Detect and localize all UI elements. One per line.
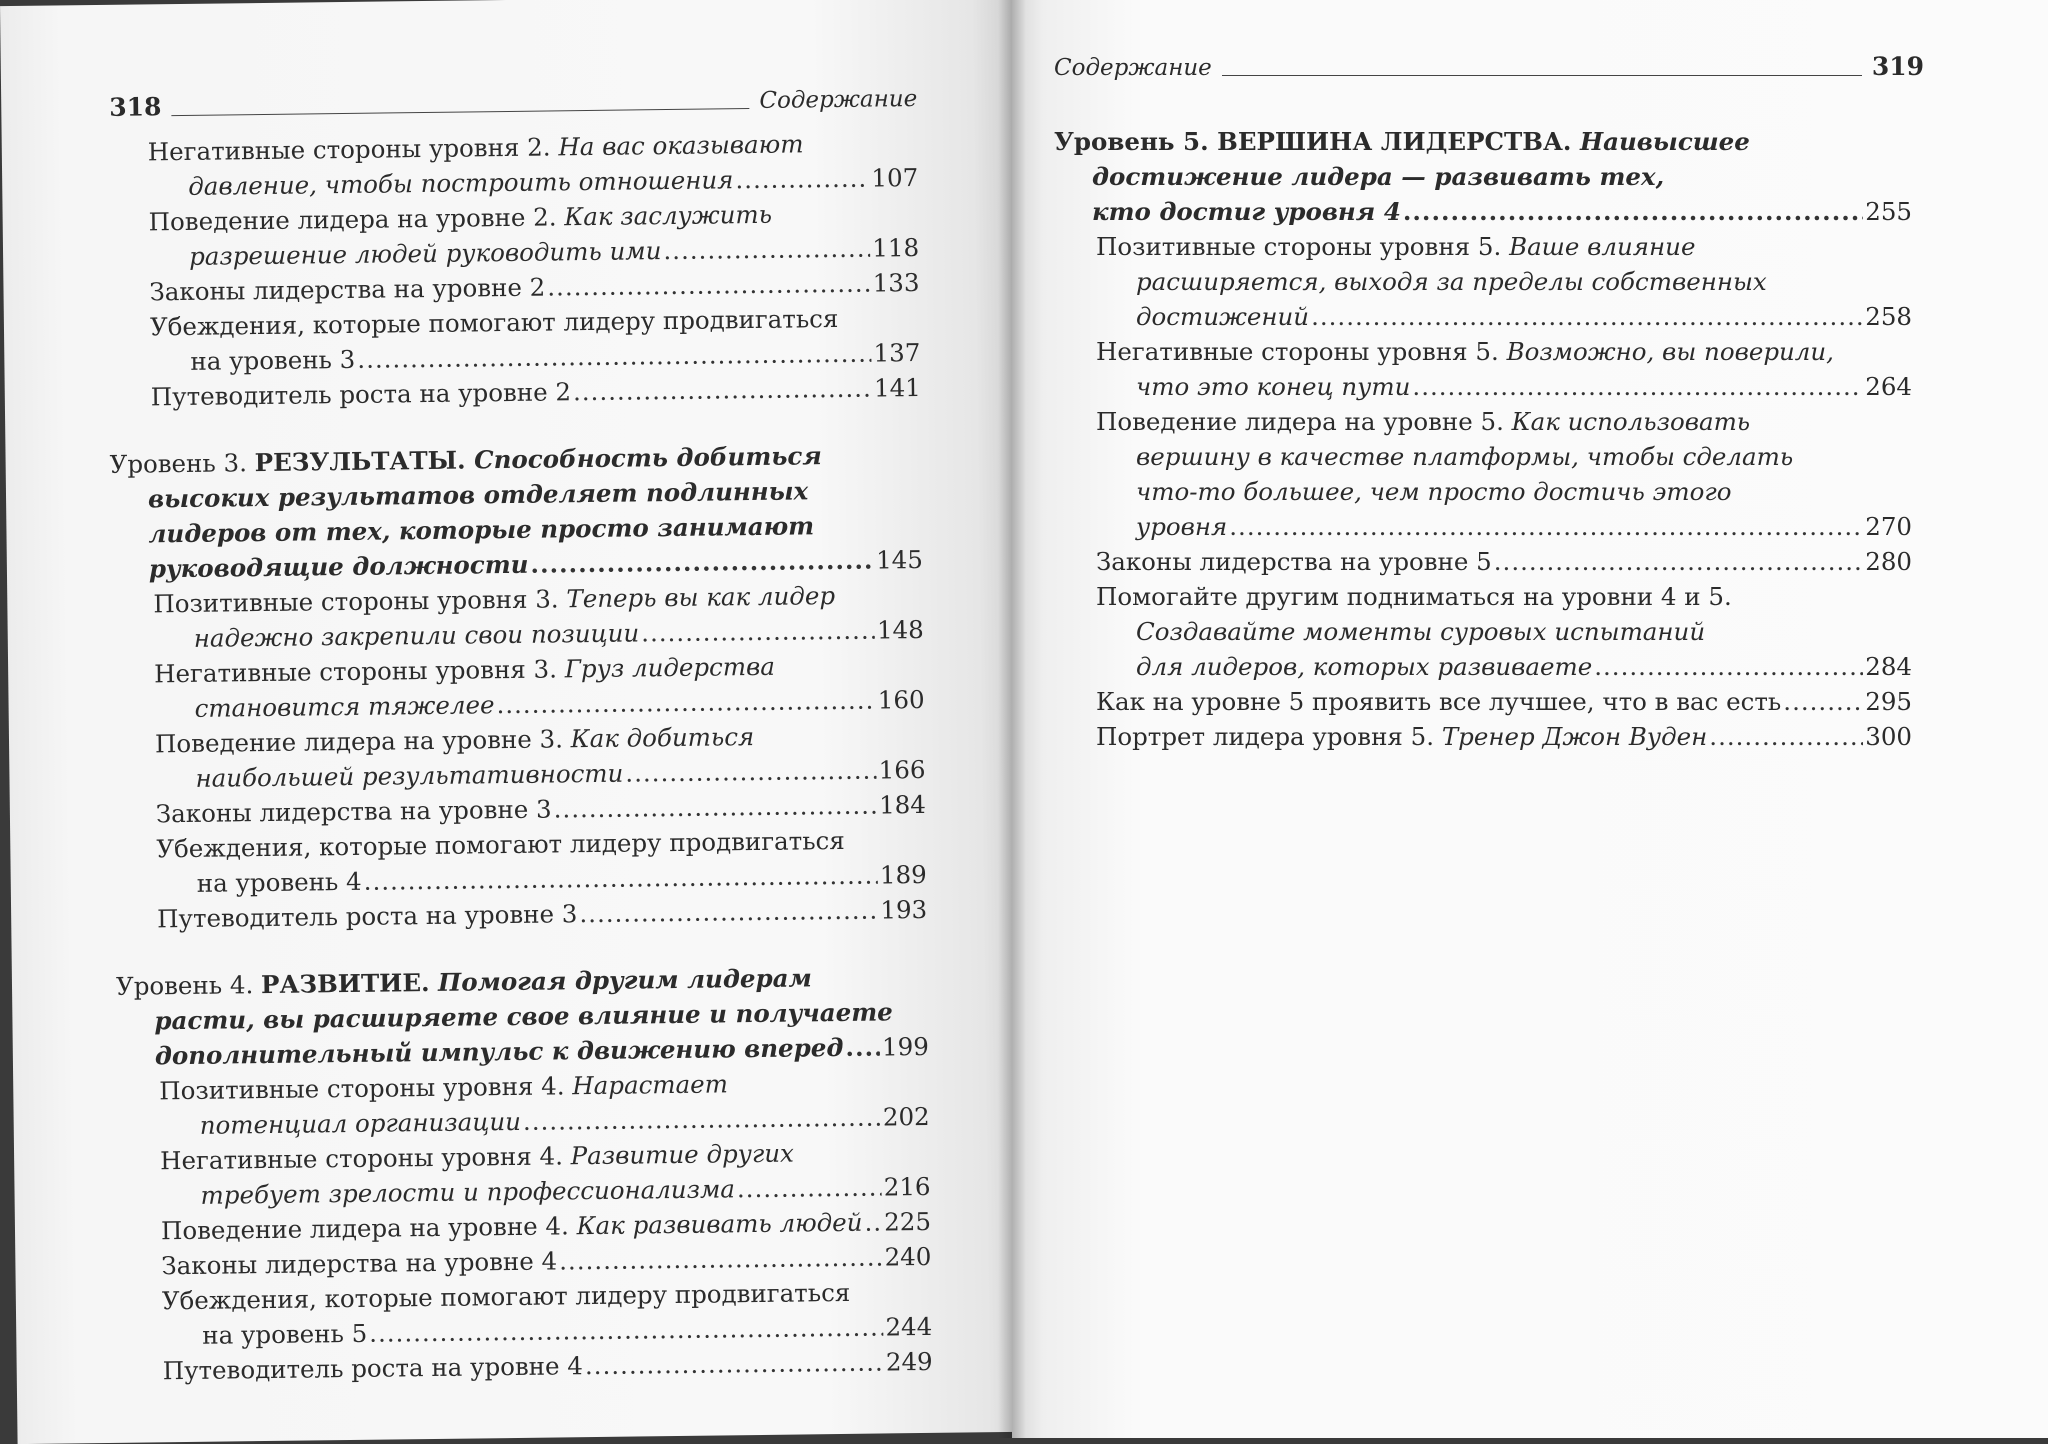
toc-entry [114,822,927,902]
toc-line [1096,334,1912,369]
toc-level-heading [1054,124,1912,229]
entry-text: Негативные стороны уровня 3. [154,654,565,689]
toc-entry [106,195,919,275]
entry-subtitle: Ваше влияние [1509,232,1696,261]
dot-leader [553,788,877,827]
entry-page-number: 118 [872,232,920,263]
dot-leader [579,893,878,932]
level-title: РЕЗУЛЬТАТЫ. [254,445,475,478]
entry-page-number: 148 [876,614,924,645]
entry-subtitle: уровня [1136,512,1228,541]
entry-text: Портрет лидера уровня 5. [1096,722,1442,751]
entry-subtitle: расти, вы расширяете свое влияние и получаете [154,997,893,1036]
entry-subtitle: дополнительный импульс к движению вперед [154,1032,844,1071]
dot-leader [1594,649,1863,684]
entry-page-number: 225 [884,1206,932,1237]
toc-entry [120,1274,933,1354]
entry-page-number: 133 [872,267,920,298]
toc-level-heading [116,959,929,1074]
toc-entry [117,1064,930,1144]
entry-text: на уровень 3 [190,344,356,376]
toc-entry [1054,404,1912,544]
toc-line [1096,439,1912,474]
toc-entry [108,300,921,380]
entry-subtitle: Создавайте моменты суровых испытаний [1136,617,1706,646]
toc-line [1096,369,1912,404]
dot-leader [845,1030,880,1065]
entry-text: Негативные стороны уровня 2. [147,132,559,167]
running-head-title: Содержание [1054,55,1212,81]
entry-text: Убеждения, которые помогают лидеру продвигаться [161,1277,851,1316]
toc-entry [1054,579,1912,684]
toc-line [1096,404,1912,439]
toc-entry [113,717,926,797]
entry-text: Негативные стороны уровня 5. [1096,337,1507,366]
entry-text: Позитивные стороны уровня 3. [153,584,567,619]
toc-line [1096,719,1912,754]
entry-text: Законы лидерства на уровне 3 [155,794,552,829]
dot-leader [1311,299,1863,334]
entry-text: Как на уровне 5 проявить все лучшее, что в вас есть [1096,687,1782,716]
entry-subtitle: Возможно, вы поверили, [1506,337,1834,366]
entry-text: Позитивные стороны уровня 4. [159,1071,573,1106]
dot-leader [585,1344,884,1383]
entry-text: Негативные стороны уровня 4. [159,1141,571,1176]
entry-page-number: 280 [1865,547,1912,576]
toc-entry [112,647,925,727]
entry-subtitle: Развитие других [570,1138,795,1171]
entry-page-number: 249 [885,1346,933,1377]
entry-subtitle: расширяется, выходя за пределы собственных [1136,267,1767,296]
page-number: 319 [1871,52,1924,81]
toc-line [1096,614,1912,649]
entry-text: Убеждения, которые помогают лидеру продвигаться [156,825,845,864]
entry-subtitle: высоких результатов отделяет подлинных [147,476,809,514]
toc-entry [1054,684,1912,719]
entry-page-number: 189 [879,859,927,890]
entry-subtitle: кто достиг уровня 4 [1092,197,1401,226]
entry-subtitle: Как использовать [1511,407,1751,436]
running-head-title: Содержание [759,85,918,114]
entry-subtitle: Груз лидерства [564,651,776,684]
book-gutter [998,0,1026,1438]
dot-leader [1403,194,1863,229]
entry-text: Поведение лидера на уровне 2. [148,202,565,237]
entry-subtitle: Тренер Джон Вуден [1441,722,1708,751]
entry-page-number: 193 [880,894,928,925]
entry-page-number: 240 [884,1241,932,1272]
entry-page-number: 184 [878,789,927,820]
dot-leader [625,753,877,791]
header-rule [172,108,750,116]
running-head-right [1054,52,1924,81]
toc-level-heading [109,437,923,587]
entry-page-number: 255 [1865,197,1912,226]
entry-text: Позитивные стороны уровня 5. [1096,232,1510,261]
entry-subtitle: разрешение людей руководить ими [188,236,662,271]
entry-subtitle: наибольшей результативности [195,758,624,793]
dot-leader [641,613,875,651]
entry-page-number: 295 [1865,687,1912,716]
dot-leader [1412,369,1863,404]
entry-text: Законы лидерства на уровне 2 [149,272,546,307]
entry-subtitle: достижений [1136,302,1310,331]
entry-text: Поведение лидера на уровне 3. [154,724,571,759]
dot-leader [523,1100,881,1139]
toc-line [1096,649,1912,684]
entry-subtitle: надежно закрепили свои позиции [193,618,640,653]
toc-line [1096,544,1912,579]
entry-page-number: 300 [1865,722,1912,751]
entry-text: Поведение лидера на уровне 4. [160,1211,577,1246]
toc-line [1096,264,1912,299]
entry-page-number: 160 [877,684,925,715]
dot-leader [547,266,871,305]
entry-subtitle: Теперь вы как лидер [566,581,836,614]
dot-leader [1229,509,1863,544]
entry-subtitle: Наивысшее [1579,127,1750,156]
entry-page-number: 258 [1865,302,1912,331]
running-head-left [109,83,917,122]
entry-page-number: 145 [875,544,924,575]
entry-subtitle: Нарастает [572,1069,729,1101]
entry-text: Убеждения, которые помогают лидеру продвигаться [149,303,839,342]
toc-entry [1054,544,1912,579]
entry-subtitle: Как добиться [570,722,755,754]
entry-subtitle: что-то большее, чем просто достичь этого [1136,477,1732,506]
entry-page-number: 107 [871,162,919,193]
toc-line [1096,509,1912,544]
entry-subtitle: лидеров от тех, которые просто занимают [148,511,815,549]
right-page [1012,0,2048,1438]
entry-text: на уровень 5 [202,1318,368,1350]
entry-page-number: 284 [1865,652,1912,681]
entry-text: Поведение лидера на уровне 5. [1096,407,1512,436]
entry-text: Законы лидерства на уровне 5 [1096,547,1492,576]
toc-entry [111,577,924,657]
entry-text: Путеводитель роста на уровне 4 [162,1351,584,1386]
toc-line [1054,194,1912,229]
entry-page-number: 270 [1865,512,1912,541]
dot-leader [737,1169,882,1206]
entry-subtitle: достижение лидера — развивать тех, [1092,162,1665,191]
entry-page-number: 202 [882,1101,930,1132]
entry-subtitle: для лидеров, которых развиваете [1136,652,1593,681]
entry-page-number: 137 [873,337,921,368]
dot-leader [530,543,874,582]
entry-text: Законы лидерства на уровне 4 [161,1246,558,1281]
header-rule [1222,75,1862,76]
level-title: Уровень 5. ВЕРШИНА ЛИДЕРСТВА. [1054,127,1580,156]
entry-subtitle: Как развивать людей [576,1207,863,1241]
toc-entry [1054,719,1912,754]
toc-line [1096,684,1912,719]
dot-leader [663,231,870,269]
entry-page-number: 264 [1865,372,1912,401]
entry-subtitle: На вас оказывают [558,129,804,162]
toc-line [1054,159,1912,194]
entry-text: Уровень 3. [109,448,255,479]
toc-list-right [1054,124,1912,754]
dot-leader [1494,544,1863,579]
entry-subtitle: что это конец пути [1136,372,1411,401]
dot-leader [735,161,869,198]
entry-page-number: 166 [878,754,926,785]
entry-text: на уровень 4 [196,866,362,898]
level-title: РАЗВИТИЕ. [260,967,439,1000]
entry-subtitle: требует зрелости и профессионализма [200,1174,736,1210]
entry-text: Помогайте другим подниматься на уровни 4 и 5. [1096,582,1732,611]
entry-page-number: 216 [883,1171,931,1202]
dot-leader [559,1239,883,1278]
page-number: 318 [109,92,162,122]
entry-text: Путеводитель роста на уровне 3 [157,899,578,934]
entry-subtitle: потенциал организации [199,1106,522,1140]
entry-subtitle: вершину в качестве платформы, чтобы сделать [1136,442,1794,471]
toc-entry [106,125,919,205]
toc-entry [1054,334,1912,404]
dot-leader [1783,684,1863,719]
dot-leader [1709,719,1863,754]
entry-subtitle: становится тяжелее [194,690,495,723]
entry-subtitle: Способность добиться [473,441,823,475]
dot-leader [496,683,876,723]
entry-subtitle: давление, чтобы построить отношения [188,165,734,201]
toc-line [1096,229,1912,264]
toc-entry [118,1134,931,1214]
toc-list-left [106,125,933,1389]
entry-page-number: 199 [881,1031,929,1062]
toc-line [1054,124,1912,159]
entry-text: Путеводитель роста на уровне 2 [150,377,572,412]
entry-page-number: 141 [873,372,921,403]
entry-page-number: 244 [885,1311,933,1342]
toc-entry [1054,229,1912,334]
entry-subtitle: Как заслужить [564,199,773,232]
dot-leader [573,371,872,410]
entry-subtitle: руководящие должности [148,549,529,584]
toc-line [1096,299,1912,334]
entry-text: Уровень 4. [115,970,262,1001]
dot-leader [864,1204,882,1239]
entry-subtitle: Помогая другим лидерам [437,963,812,997]
toc-line [1096,474,1912,509]
toc-line [1096,579,1912,614]
